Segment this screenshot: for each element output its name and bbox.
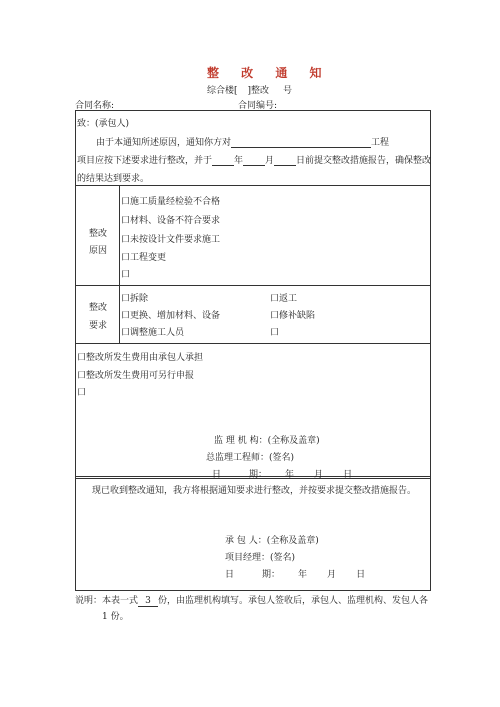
copies-count: 3 [138, 596, 158, 607]
document-number [207, 83, 292, 96]
note-suffix: 份，由监理机构填写。承包人签收后，承包人、监理机构、发包人各 [158, 596, 429, 606]
requirements-label-bottom: 要求 [89, 321, 108, 331]
req-checkbox-other[interactable]: 口 [270, 328, 280, 338]
req-checkbox-rework[interactable]: 口返工 [270, 294, 298, 304]
row-divider [76, 285, 430, 286]
month-label: 月 [265, 156, 275, 166]
date-label: 日 [212, 470, 222, 480]
project-blank [231, 138, 371, 148]
cost-checkbox-other[interactable]: 口 [77, 388, 87, 398]
cost-checkbox-contractor[interactable]: 口整改所发生费用由承包人承担 [77, 353, 204, 363]
date-label-2: 期： [249, 470, 268, 480]
to-contractor-label: 致：(承包人) [77, 119, 130, 129]
row-divider [76, 343, 430, 344]
footer-note-line2: 1 份。 [102, 612, 129, 622]
supervisor-org-label: 监 理 机 构：(全称及盖章) [214, 436, 320, 446]
reason-checkbox-change[interactable]: 口工程变更 [121, 253, 167, 263]
date-label-2: 期： [262, 570, 281, 580]
month-blank [243, 156, 265, 166]
doc-no-prefix: 综合楼[ [207, 86, 238, 96]
chief-engineer-label: 总监理工程师：(签名) [206, 453, 295, 463]
notice-line-2 [77, 153, 431, 166]
footer-note [75, 593, 428, 607]
day-blank [274, 156, 296, 166]
reason-checkbox-quality[interactable]: 口施工质量经检验不合格 [121, 197, 221, 207]
contractor-statement: 现已收到整改通知，我方将根据通知要求进行整改，并按要求提交整改措施报告。 [92, 486, 417, 496]
contract-name-label: 合同名称: [75, 101, 115, 111]
project-manager-label: 项目经理：(签名) [225, 553, 296, 563]
row-divider [76, 185, 430, 186]
day-label: 日 [343, 470, 353, 480]
requirements-label-top: 整改 [89, 303, 108, 313]
doc-no-suffix: 号 [283, 86, 293, 96]
contractor-section-border [75, 477, 431, 591]
req-checkbox-remove[interactable]: 口拆除 [121, 294, 149, 304]
contract-no-label: 合同编号: [238, 101, 278, 111]
cost-checkbox-claim[interactable]: 口整改所发生费用可另行申报 [77, 371, 195, 381]
notice-line1-prefix: 由于本通知所述原因，通知你方对 [96, 138, 232, 148]
rectification-form [75, 110, 432, 480]
year-label: 年 [285, 470, 295, 480]
req-checkbox-staff[interactable]: 口调整施工人员 [121, 328, 185, 338]
notice-line2-prefix: 项目应按下述要求进行整改，并于 [77, 156, 213, 166]
year-label: 年 [298, 570, 308, 580]
notice-line2-suffix: 日前提交整改措施报告，确保整改 [296, 156, 432, 166]
date-label: 日 [225, 570, 235, 580]
reason-checkbox-design[interactable]: 口未按设计文件要求施工 [121, 235, 221, 245]
notice-line-3: 的结果达到要求。 [77, 174, 150, 184]
column-divider [119, 185, 120, 343]
note-prefix: 说明：本表一式 [75, 596, 139, 606]
reasons-label-bottom: 原因 [89, 246, 108, 256]
req-checkbox-repair[interactable]: 口修补缺陷 [270, 311, 316, 321]
reason-checkbox-other[interactable]: 口 [121, 270, 131, 280]
doc-no-middle: ]整改 [247, 86, 270, 96]
year-label: 年 [234, 156, 244, 166]
contractor-org-label: 承 包 人：(全称及盖章) [225, 536, 319, 546]
day-label: 日 [356, 570, 366, 580]
req-checkbox-replace[interactable]: 口更换、增加材料、设备 [121, 311, 221, 321]
notice-line1-suffix: 工程 [371, 138, 390, 148]
reason-checkbox-materials[interactable]: 口材料、设备不符合要求 [121, 216, 221, 226]
year-blank [212, 156, 234, 166]
month-label: 月 [327, 570, 337, 580]
notice-line-1 [96, 135, 389, 148]
month-label: 月 [314, 470, 324, 480]
page-title: 整 改 通 知 [207, 66, 331, 80]
reasons-label-top: 整改 [89, 229, 108, 239]
